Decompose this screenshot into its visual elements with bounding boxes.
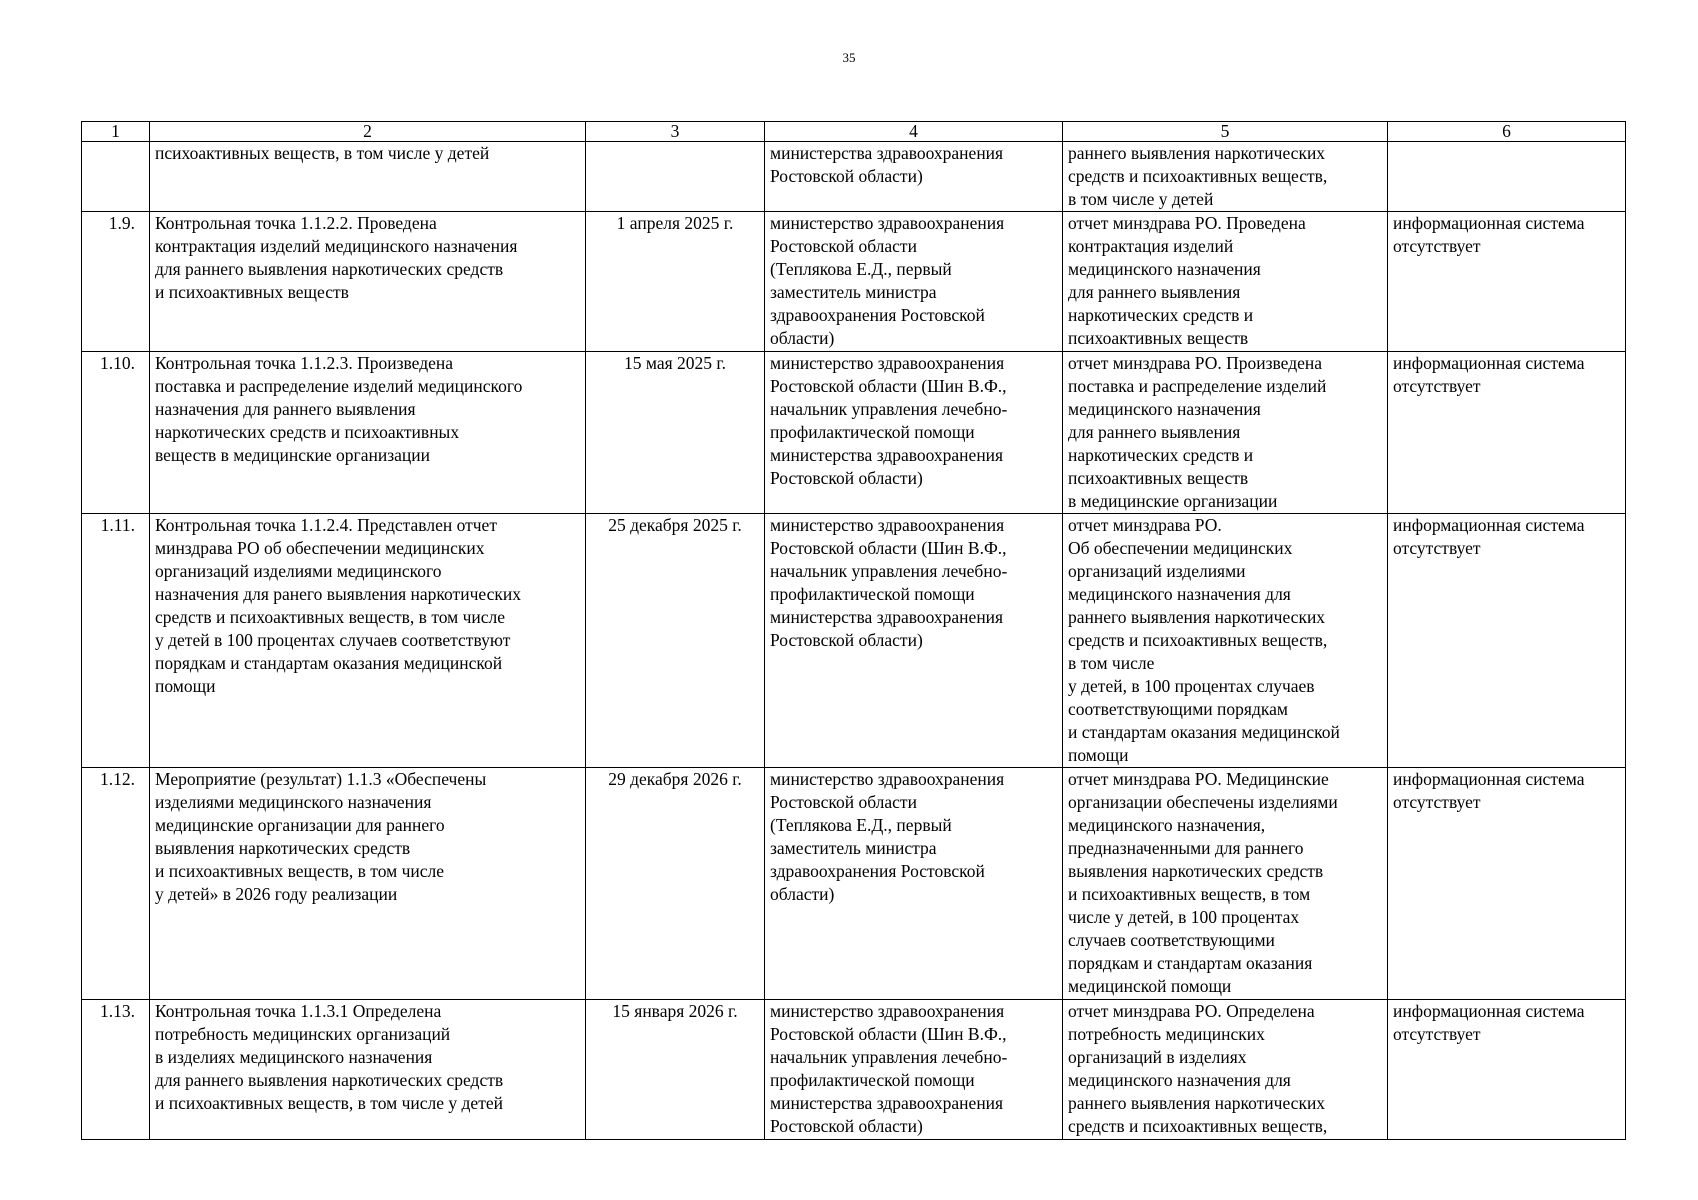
header-col-5: 5 [1063, 122, 1388, 142]
row-responsible: министерства здравоохранения Ростовской области) [765, 142, 1063, 212]
row-date: 1 апреля 2025 г. [586, 212, 765, 352]
row-result: отчет минздрава РО. Проведена контрактация изделий медицинского назначения для раннего выявления наркотических средств и психоактивных веществ [1063, 212, 1388, 352]
row-event: Контрольная точка 1.1.2.2. Проведена контрактация изделий медицинского назначения для раннего выявления наркотических средств и психоактивных веществ [150, 212, 586, 352]
row-event: психоактивных веществ, в том числе у детей [150, 142, 586, 212]
row-info-system [1388, 142, 1626, 212]
row-event: Контрольная точка 1.1.2.4. Представлен отчет минздрава РО об обеспечении медицинских организаций изделиями медицинского назначения для ранего выявления наркотических средств и психоактивных веществ, в том числе у детей в 100 процентах случаев соответствуют порядкам и стандартам оказания медицинской помощи [150, 514, 586, 768]
row-responsible: министерство здравоохранения Ростовской области (Шин В.Ф., начальник управления лечебно- профилактической помощи министерства здравоохранения Ростовской области) [765, 352, 1063, 514]
table-row [82, 212, 1626, 352]
table-row [82, 768, 1626, 1000]
table-row [82, 514, 1626, 768]
header-col-2: 2 [150, 122, 586, 142]
row-info-system: информационная система отсутствует [1388, 212, 1626, 352]
row-date: 15 января 2026 г. [586, 1000, 765, 1140]
row-date: 25 декабря 2025 г. [586, 514, 765, 768]
row-responsible: министерство здравоохранения Ростовской области (Теплякова Е.Д., первый заместитель министра здравоохранения Ростовской области) [765, 768, 1063, 1000]
row-responsible: министерство здравоохранения Ростовской области (Теплякова Е.Д., первый заместитель министра здравоохранения Ростовской области) [765, 212, 1063, 352]
table-header-row [82, 122, 1626, 142]
page-number: 35 [842, 50, 856, 65]
row-date: 29 декабря 2026 г. [586, 768, 765, 1000]
header-col-3: 3 [586, 122, 765, 142]
row-date [586, 142, 765, 212]
table-row [82, 352, 1626, 514]
row-number: 1.12. [82, 768, 150, 1000]
row-info-system: информационная система отсутствует [1388, 514, 1626, 768]
table-row [82, 1000, 1626, 1140]
table-row [82, 142, 1626, 212]
row-result: отчет минздрава РО. Медицинские организации обеспечены изделиями медицинского назначения, предназначенными для раннего выявления наркотических средств и психоактивных веществ, в том числе у детей, в 100 процентах случаев соответствующими порядкам и стандартам оказания медицинской помощи [1063, 768, 1388, 1000]
row-number: 1.13. [82, 1000, 150, 1140]
header-col-4: 4 [765, 122, 1063, 142]
row-result: отчет минздрава РО. Об обеспечении медицинских организаций изделиями медицинского назначения для раннего выявления наркотических средств и психоактивных веществ, в том числе у детей, в 100 процентах случаев соответствующими порядкам и стандартам оказания медицинской помощи [1063, 514, 1388, 768]
row-info-system: информационная система отсутствует [1388, 352, 1626, 514]
row-info-system: информационная система отсутствует [1388, 768, 1626, 1000]
row-date: 15 мая 2025 г. [586, 352, 765, 514]
row-number: 1.11. [82, 514, 150, 768]
header-col-6: 6 [1388, 122, 1626, 142]
row-event: Мероприятие (результат) 1.1.3 «Обеспечены изделиями медицинского назначения медицинские организации для раннего выявления наркотических средств и психоактивных веществ, в том числе у детей» в 2026 году реализации [150, 768, 586, 1000]
row-info-system: информационная система отсутствует [1388, 1000, 1626, 1140]
row-number: 1.10. [82, 352, 150, 514]
row-event: Контрольная точка 1.1.2.3. Произведена поставка и распределение изделий медицинского назначения для раннего выявления наркотических средств и психоактивных веществ в медицинские организации [150, 352, 586, 514]
row-number [82, 142, 150, 212]
row-result: отчет минздрава РО. Произведена поставка и распределение изделий медицинского назначения для раннего выявления наркотических средств и психоактивных веществ в медицинские организации [1063, 352, 1388, 514]
plan-table [81, 121, 1626, 1140]
header-col-1: 1 [82, 122, 150, 142]
row-number: 1.9. [82, 212, 150, 352]
row-result: раннего выявления наркотических средств и психоактивных веществ, в том числе у детей [1063, 142, 1388, 212]
row-result: отчет минздрава РО. Определена потребность медицинских организаций в изделиях медицинского назначения для раннего выявления наркотических средств и психоактивных веществ, [1063, 1000, 1388, 1140]
row-responsible: министерство здравоохранения Ростовской области (Шин В.Ф., начальник управления лечебно- профилактической помощи министерства здравоохранения Ростовской области) [765, 1000, 1063, 1140]
row-event: Контрольная точка 1.1.3.1 Определена потребность медицинских организаций в изделиях медицинского назначения для раннего выявления наркотических средств и психоактивных веществ, в том числе у детей [150, 1000, 586, 1140]
row-responsible: министерство здравоохранения Ростовской области (Шин В.Ф., начальник управления лечебно- профилактической помощи министерства здравоохранения Ростовской области) [765, 514, 1063, 768]
